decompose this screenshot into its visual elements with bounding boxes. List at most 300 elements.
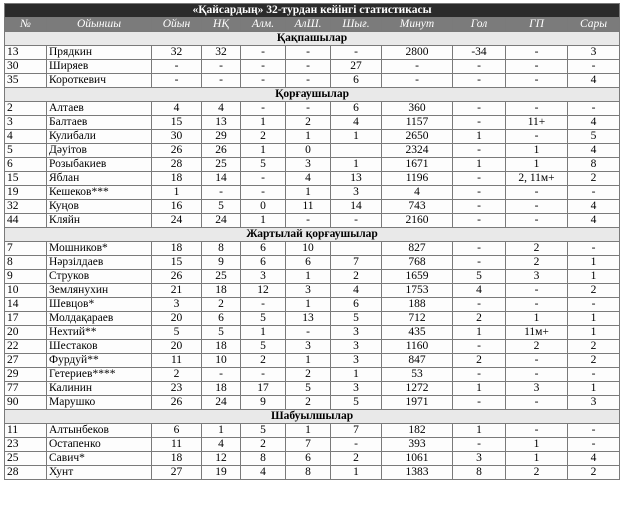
cell-number: 7	[5, 242, 47, 256]
cell-subs: 1	[286, 424, 331, 438]
cell-subs: 1	[286, 354, 331, 368]
cell-subbed-out: 5	[331, 312, 382, 326]
cell-yellow-cards: 1	[568, 312, 620, 326]
cell-assists: -	[506, 200, 568, 214]
cell-number: 2	[5, 102, 47, 116]
cell-minutes: 1971	[382, 396, 453, 410]
cell-minutes: 847	[382, 354, 453, 368]
cell-yellow-cards: -	[568, 60, 620, 74]
cell-subbed-out: 3	[331, 340, 382, 354]
cell-number: 4	[5, 130, 47, 144]
cell-minutes: 743	[382, 200, 453, 214]
cell-number: 5	[5, 144, 47, 158]
cell-number: 13	[5, 46, 47, 60]
cell-starts: 24	[202, 214, 241, 228]
cell-subbed-out: 3	[331, 186, 382, 200]
table-row	[5, 284, 620, 298]
cell-assists: 2	[506, 340, 568, 354]
header-games: Ойын	[152, 18, 202, 32]
cell-goals: 5	[453, 270, 506, 284]
cell-number: 25	[5, 452, 47, 466]
cell-assists: 1	[506, 452, 568, 466]
cell-subbed-out: 4	[331, 284, 382, 298]
header-row	[5, 18, 620, 32]
cell-starts: -	[202, 74, 241, 88]
cell-subs: 2	[286, 396, 331, 410]
table-row	[5, 214, 620, 228]
cell-games: 5	[152, 326, 202, 340]
cell-subbed-out: 1	[331, 368, 382, 382]
cell-assists: -	[506, 354, 568, 368]
table-row	[5, 158, 620, 172]
cell-number: 30	[5, 60, 47, 74]
cell-yellow-cards: -	[568, 298, 620, 312]
cell-subbed-out: 2	[331, 452, 382, 466]
table-row	[5, 466, 620, 480]
table-row	[5, 340, 620, 354]
cell-minutes: 188	[382, 298, 453, 312]
cell-number: 44	[5, 214, 47, 228]
cell-yellow-cards: -	[568, 102, 620, 116]
cell-minutes: 712	[382, 312, 453, 326]
cell-starts: 12	[202, 452, 241, 466]
cell-assists: 1	[506, 144, 568, 158]
cell-subs: 8	[286, 466, 331, 480]
cell-starts: 18	[202, 340, 241, 354]
cell-assists: 2, 11м+	[506, 172, 568, 186]
cell-player: Нәрзілдаев	[47, 256, 152, 270]
cell-number: 9	[5, 270, 47, 284]
cell-yellow-cards: 2	[568, 466, 620, 480]
cell-player: Шевцов*	[47, 298, 152, 312]
cell-minutes: 2800	[382, 46, 453, 60]
cell-subs: -	[286, 326, 331, 340]
cell-subs: -	[286, 102, 331, 116]
cell-subs-in: 1	[241, 144, 286, 158]
cell-games: 18	[152, 172, 202, 186]
cell-subs: 6	[286, 452, 331, 466]
cell-number: 27	[5, 354, 47, 368]
header-assists: ГП	[506, 18, 568, 32]
cell-assists: 1	[506, 438, 568, 452]
cell-starts: 13	[202, 116, 241, 130]
cell-subs: 7	[286, 438, 331, 452]
cell-goals: -	[453, 60, 506, 74]
cell-player: Калинин	[47, 382, 152, 396]
cell-goals: 1	[453, 382, 506, 396]
cell-assists: 3	[506, 382, 568, 396]
cell-assists: -	[506, 396, 568, 410]
cell-subbed-out: 13	[331, 172, 382, 186]
cell-assists: 1	[506, 312, 568, 326]
cell-subbed-out: -	[331, 438, 382, 452]
cell-assists: -	[506, 74, 568, 88]
cell-goals: 1	[453, 326, 506, 340]
cell-minutes: 435	[382, 326, 453, 340]
cell-minutes: 1157	[382, 116, 453, 130]
cell-games: 4	[152, 102, 202, 116]
section-header-row	[5, 228, 620, 242]
cell-starts: 5	[202, 200, 241, 214]
cell-yellow-cards: 4	[568, 452, 620, 466]
cell-subs-in: -	[241, 172, 286, 186]
cell-subs: 10	[286, 242, 331, 256]
cell-yellow-cards: 8	[568, 158, 620, 172]
cell-yellow-cards: 3	[568, 396, 620, 410]
header-subbed-out: Шығ.	[331, 18, 382, 32]
cell-subs: 2	[286, 368, 331, 382]
cell-subs-in: 8	[241, 452, 286, 466]
cell-player: Нехтий**	[47, 326, 152, 340]
cell-goals: -	[453, 368, 506, 382]
cell-goals: -	[453, 186, 506, 200]
cell-yellow-cards: 5	[568, 130, 620, 144]
cell-subs: -	[286, 60, 331, 74]
cell-number: 14	[5, 298, 47, 312]
cell-games: 11	[152, 438, 202, 452]
cell-games: 2	[152, 368, 202, 382]
cell-player: Землянухин	[47, 284, 152, 298]
cell-subs: 2	[286, 116, 331, 130]
cell-subs: 0	[286, 144, 331, 158]
cell-goals: 4	[453, 284, 506, 298]
header-starts: НҚ	[202, 18, 241, 32]
table-row	[5, 298, 620, 312]
cell-player: Куңов	[47, 200, 152, 214]
cell-subbed-out: 3	[331, 354, 382, 368]
cell-games: 23	[152, 382, 202, 396]
cell-subs-in: 12	[241, 284, 286, 298]
cell-assists: -	[506, 368, 568, 382]
cell-minutes: 2650	[382, 130, 453, 144]
section-title: Қорғаушылар	[5, 88, 620, 102]
cell-goals: -	[453, 74, 506, 88]
cell-starts: 25	[202, 158, 241, 172]
cell-number: 23	[5, 438, 47, 452]
cell-yellow-cards: 2	[568, 172, 620, 186]
cell-starts: 5	[202, 326, 241, 340]
cell-minutes: 1272	[382, 382, 453, 396]
table-row	[5, 200, 620, 214]
cell-goals: -	[453, 214, 506, 228]
cell-subs-in: 5	[241, 424, 286, 438]
cell-games: 18	[152, 242, 202, 256]
cell-player: Марушко	[47, 396, 152, 410]
statistics-table	[4, 3, 620, 480]
cell-minutes: 360	[382, 102, 453, 116]
cell-assists: -	[506, 298, 568, 312]
cell-number: 22	[5, 340, 47, 354]
cell-starts: -	[202, 186, 241, 200]
cell-player: Балтаев	[47, 116, 152, 130]
cell-games: 16	[152, 200, 202, 214]
cell-starts: 6	[202, 312, 241, 326]
cell-number: 15	[5, 172, 47, 186]
cell-player: Кулибали	[47, 130, 152, 144]
table-title: «Қайсардың» 32-турдан кейінгі статистикасы	[5, 4, 620, 18]
cell-games: 24	[152, 214, 202, 228]
cell-number: 8	[5, 256, 47, 270]
cell-minutes: 1061	[382, 452, 453, 466]
cell-number: 11	[5, 424, 47, 438]
cell-subs-in: 5	[241, 158, 286, 172]
cell-yellow-cards: 1	[568, 256, 620, 270]
cell-goals: 3	[453, 452, 506, 466]
header-goals: Гол	[453, 18, 506, 32]
cell-games: 15	[152, 116, 202, 130]
cell-minutes: 2324	[382, 144, 453, 158]
section-header-row	[5, 32, 620, 46]
cell-subbed-out: 7	[331, 256, 382, 270]
cell-starts: -	[202, 368, 241, 382]
cell-number: 77	[5, 382, 47, 396]
header-number: №	[5, 18, 47, 32]
cell-yellow-cards: 4	[568, 214, 620, 228]
cell-games: 18	[152, 452, 202, 466]
cell-yellow-cards: -	[568, 438, 620, 452]
cell-player: Остапенко	[47, 438, 152, 452]
cell-assists: 2	[506, 256, 568, 270]
cell-player: Шестаков	[47, 340, 152, 354]
cell-subbed-out: 1	[331, 130, 382, 144]
cell-player: Мошников*	[47, 242, 152, 256]
cell-subs-in: 1	[241, 116, 286, 130]
cell-subs-in: 1	[241, 326, 286, 340]
cell-starts: -	[202, 60, 241, 74]
cell-subs-in: 2	[241, 130, 286, 144]
cell-subs-in: 5	[241, 340, 286, 354]
cell-assists: -	[506, 60, 568, 74]
cell-games: 11	[152, 354, 202, 368]
cell-goals: 8	[453, 466, 506, 480]
cell-subs-in: -	[241, 298, 286, 312]
cell-subs: 11	[286, 200, 331, 214]
cell-starts: 29	[202, 130, 241, 144]
cell-subs-in: 3	[241, 270, 286, 284]
cell-player: Алтынбеков	[47, 424, 152, 438]
table-row	[5, 256, 620, 270]
cell-games: -	[152, 60, 202, 74]
table-row	[5, 270, 620, 284]
cell-assists: 1	[506, 158, 568, 172]
cell-minutes: 393	[382, 438, 453, 452]
cell-starts: 9	[202, 256, 241, 270]
cell-yellow-cards: -	[568, 242, 620, 256]
cell-subbed-out: 3	[331, 382, 382, 396]
cell-subs: 1	[286, 270, 331, 284]
cell-starts: 4	[202, 438, 241, 452]
section-title: Шабуылшылар	[5, 410, 620, 424]
cell-subs-in: 2	[241, 438, 286, 452]
cell-player: Струков	[47, 270, 152, 284]
cell-starts: 2	[202, 298, 241, 312]
cell-games: 27	[152, 466, 202, 480]
section-title: Жартылай қорғаушылар	[5, 228, 620, 242]
cell-yellow-cards: -	[568, 368, 620, 382]
cell-player: Яблан	[47, 172, 152, 186]
cell-goals: -	[453, 116, 506, 130]
cell-goals: -	[453, 102, 506, 116]
cell-subs-in: 2	[241, 354, 286, 368]
cell-subs: -	[286, 214, 331, 228]
cell-subbed-out: 1	[331, 466, 382, 480]
cell-goals: -	[453, 172, 506, 186]
table-row	[5, 424, 620, 438]
cell-subbed-out: 7	[331, 424, 382, 438]
cell-subs: 3	[286, 158, 331, 172]
cell-assists: 2	[506, 242, 568, 256]
section-header-row	[5, 410, 620, 424]
cell-games: 28	[152, 158, 202, 172]
cell-subs-in: 0	[241, 200, 286, 214]
cell-games: 15	[152, 256, 202, 270]
cell-player: Розыбакиев	[47, 158, 152, 172]
cell-subbed-out: 6	[331, 298, 382, 312]
table-row	[5, 312, 620, 326]
cell-games: 26	[152, 270, 202, 284]
cell-assists: -	[506, 130, 568, 144]
cell-assists: -	[506, 186, 568, 200]
cell-games: -	[152, 74, 202, 88]
cell-starts: 19	[202, 466, 241, 480]
table-row	[5, 438, 620, 452]
cell-starts: 26	[202, 144, 241, 158]
cell-player: Дәуітов	[47, 144, 152, 158]
cell-number: 20	[5, 326, 47, 340]
cell-starts: 32	[202, 46, 241, 60]
cell-subs: 1	[286, 186, 331, 200]
cell-subbed-out: -	[331, 46, 382, 60]
cell-minutes: 768	[382, 256, 453, 270]
cell-goals: 2	[453, 354, 506, 368]
cell-subs-in: -	[241, 102, 286, 116]
cell-number: 19	[5, 186, 47, 200]
cell-subs-in: -	[241, 60, 286, 74]
cell-games: 26	[152, 396, 202, 410]
table-row	[5, 186, 620, 200]
cell-subs-in: 17	[241, 382, 286, 396]
cell-games: 30	[152, 130, 202, 144]
cell-subs: 13	[286, 312, 331, 326]
cell-yellow-cards: -	[568, 424, 620, 438]
header-minutes: Минут	[382, 18, 453, 32]
cell-subs-in: -	[241, 186, 286, 200]
cell-number: 17	[5, 312, 47, 326]
cell-assists: 3	[506, 270, 568, 284]
cell-player: Молдақараев	[47, 312, 152, 326]
cell-goals: -	[453, 438, 506, 452]
cell-starts: 18	[202, 382, 241, 396]
table-row	[5, 326, 620, 340]
header-player: Ойыншы	[47, 18, 152, 32]
table-row	[5, 130, 620, 144]
cell-starts: 24	[202, 396, 241, 410]
cell-yellow-cards: 1	[568, 382, 620, 396]
cell-player: Фурдуй**	[47, 354, 152, 368]
table-row	[5, 74, 620, 88]
header-subs: АлШ.	[286, 18, 331, 32]
cell-games: 20	[152, 340, 202, 354]
cell-yellow-cards: -	[568, 186, 620, 200]
cell-minutes: 1383	[382, 466, 453, 480]
cell-subbed-out: 1	[331, 158, 382, 172]
cell-minutes: 827	[382, 242, 453, 256]
cell-subbed-out: 2	[331, 270, 382, 284]
cell-minutes: 1753	[382, 284, 453, 298]
header-subs-in: Алм.	[241, 18, 286, 32]
cell-starts: 18	[202, 284, 241, 298]
cell-subbed-out: 5	[331, 396, 382, 410]
cell-subs-in: 9	[241, 396, 286, 410]
cell-assists: -	[506, 214, 568, 228]
table-row	[5, 144, 620, 158]
cell-subs: -	[286, 74, 331, 88]
cell-yellow-cards: 2	[568, 284, 620, 298]
cell-subs: 6	[286, 256, 331, 270]
cell-player: Кешеков***	[47, 186, 152, 200]
cell-number: 10	[5, 284, 47, 298]
cell-number: 3	[5, 116, 47, 130]
cell-subbed-out: 6	[331, 102, 382, 116]
header-yellow-cards: Сары	[568, 18, 620, 32]
table-row	[5, 452, 620, 466]
cell-yellow-cards: 1	[568, 270, 620, 284]
cell-number: 6	[5, 158, 47, 172]
cell-goals: 1	[453, 158, 506, 172]
cell-subs: 4	[286, 172, 331, 186]
cell-number: 28	[5, 466, 47, 480]
cell-subs: 5	[286, 382, 331, 396]
cell-player: Прядкин	[47, 46, 152, 60]
cell-subbed-out: 3	[331, 326, 382, 340]
cell-minutes: 4	[382, 186, 453, 200]
cell-goals: 1	[453, 130, 506, 144]
cell-games: 3	[152, 298, 202, 312]
cell-subs-in: -	[241, 46, 286, 60]
cell-starts: 1	[202, 424, 241, 438]
cell-minutes: 2160	[382, 214, 453, 228]
cell-games: 1	[152, 186, 202, 200]
cell-subs-in: 6	[241, 256, 286, 270]
cell-player: Гетериев****	[47, 368, 152, 382]
cell-yellow-cards: 2	[568, 340, 620, 354]
cell-minutes: 1160	[382, 340, 453, 354]
cell-subs: 1	[286, 130, 331, 144]
cell-subs-in: 5	[241, 312, 286, 326]
cell-assists: 2	[506, 466, 568, 480]
cell-goals: -	[453, 256, 506, 270]
cell-starts: 10	[202, 354, 241, 368]
cell-goals: -	[453, 298, 506, 312]
cell-subbed-out: 27	[331, 60, 382, 74]
cell-minutes: -	[382, 60, 453, 74]
cell-games: 20	[152, 312, 202, 326]
cell-minutes: 1196	[382, 172, 453, 186]
cell-goals: -	[453, 200, 506, 214]
cell-subs: 3	[286, 340, 331, 354]
table-row	[5, 172, 620, 186]
cell-assists: -	[506, 424, 568, 438]
cell-goals: -	[453, 242, 506, 256]
cell-subbed-out: 6	[331, 74, 382, 88]
table-row	[5, 368, 620, 382]
cell-player: Хунт	[47, 466, 152, 480]
table-row	[5, 116, 620, 130]
cell-starts: 25	[202, 270, 241, 284]
cell-goals: -	[453, 340, 506, 354]
cell-player: Кляйн	[47, 214, 152, 228]
cell-player: Алтаев	[47, 102, 152, 116]
